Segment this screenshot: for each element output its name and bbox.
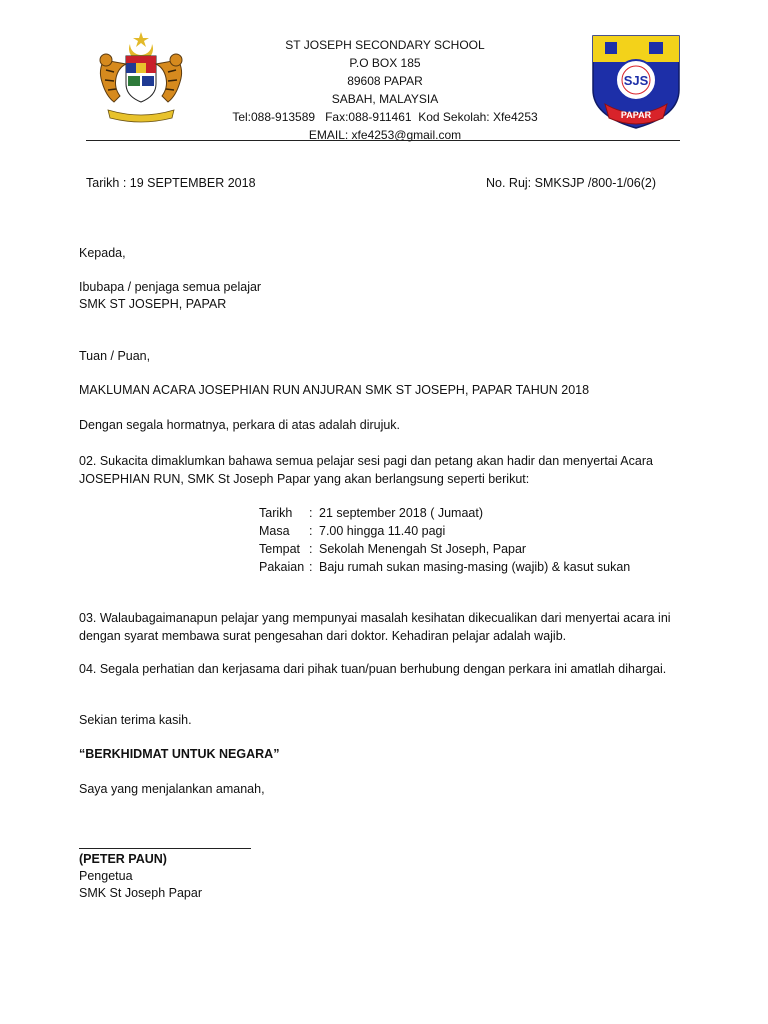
detail-row-time bbox=[259, 522, 630, 540]
detail-label: Tarikh bbox=[259, 506, 293, 520]
detail-separator: : bbox=[309, 506, 313, 520]
detail-label: Masa bbox=[259, 524, 290, 538]
trust-line: Saya yang menjalankan amanah, bbox=[79, 782, 265, 796]
po-box: P.O BOX 185 bbox=[349, 56, 421, 70]
signatory-name: (PETER PAUN) bbox=[79, 852, 167, 866]
detail-label: Pakaian bbox=[259, 560, 305, 574]
motto-line: “BERKHIDMAT UNTUK NEGARA” bbox=[79, 747, 280, 761]
recipient-line-2: SMK ST JOSEPH, PAPAR bbox=[79, 297, 227, 311]
paragraph-1: Dengan segala hormatnya, perkara di atas adalah dirujuk. bbox=[79, 418, 401, 432]
recipient-line-1: Ibubapa / penjaga semua pelajar bbox=[79, 280, 262, 294]
detail-row-date bbox=[259, 504, 630, 522]
detail-row-attire bbox=[259, 558, 630, 576]
letter-date: Tarikh : 19 SEPTEMBER 2018 bbox=[86, 176, 256, 190]
paragraph-3: 03. Walaubagaimanapun pelajar yang mempunyai masalah kesihatan dikecualikan dari menyertai acara ini dengan syarat membawa surat pengesahan dari doktor. Kehadiran pelajar adalah wajib. bbox=[79, 611, 671, 643]
closing-line: Sekian terima kasih. bbox=[79, 713, 192, 727]
logo-banner: PAPAR bbox=[620, 110, 652, 120]
detail-label: Tempat bbox=[259, 542, 300, 556]
signature-line bbox=[79, 848, 251, 849]
signatory-org: SMK St Joseph Papar bbox=[79, 886, 202, 900]
to-label: Kepada, bbox=[79, 246, 126, 260]
state-country: SABAH, MALAYSIA bbox=[331, 92, 439, 106]
detail-value: Baju rumah sukan masing-masing (wajib) & kasut sukan bbox=[319, 560, 631, 574]
detail-separator: : bbox=[309, 560, 313, 574]
detail-value: 21 september 2018 ( Jumaat) bbox=[319, 506, 483, 520]
paragraph-4: 04. Segala perhatian dan kerjasama dari pihak tuan/puan berhubung dengan perkara ini amatlah dihargai. bbox=[79, 662, 667, 676]
contact-line: Tel:088-913589 Fax:088-911461 Kod Sekolah: Xfe4253 bbox=[232, 110, 538, 124]
reference-number: No. Ruj: SMKSJP /800-1/06(2) bbox=[486, 176, 656, 190]
logo-letters: SJS bbox=[623, 73, 649, 88]
header-divider bbox=[86, 140, 680, 141]
event-details bbox=[259, 504, 630, 576]
detail-row-venue bbox=[259, 540, 630, 558]
email-line: EMAIL: xfe4253@gmail.com bbox=[308, 128, 462, 142]
signatory-title: Pengetua bbox=[79, 869, 133, 883]
paragraph-2: 02. Sukacita dimaklumkan bahawa semua pelajar sesi pagi dan petang akan hadir dan menyertai Acara JOSEPHIAN RUN, SMK St Joseph Papar yang akan berlangsung seperti berikut: bbox=[79, 454, 653, 486]
detail-value: Sekolah Menengah St Joseph, Papar bbox=[319, 542, 527, 556]
salutation: Tuan / Puan, bbox=[79, 349, 151, 363]
detail-separator: : bbox=[309, 542, 313, 556]
detail-value: 7.00 hingga 11.40 pagi bbox=[319, 524, 446, 538]
detail-separator: : bbox=[309, 524, 313, 538]
subject-line: MAKLUMAN ACARA JOSEPHIAN RUN ANJURAN SMK ST JOSEPH, PAPAR TAHUN 2018 bbox=[79, 383, 590, 397]
school-logo bbox=[589, 32, 683, 132]
school-name: ST JOSEPH SECONDARY SCHOOL bbox=[285, 38, 485, 52]
letterhead bbox=[200, 36, 570, 144]
postcode-city: 89608 PAPAR bbox=[347, 74, 423, 88]
coat-of-arms-logo bbox=[90, 30, 194, 126]
